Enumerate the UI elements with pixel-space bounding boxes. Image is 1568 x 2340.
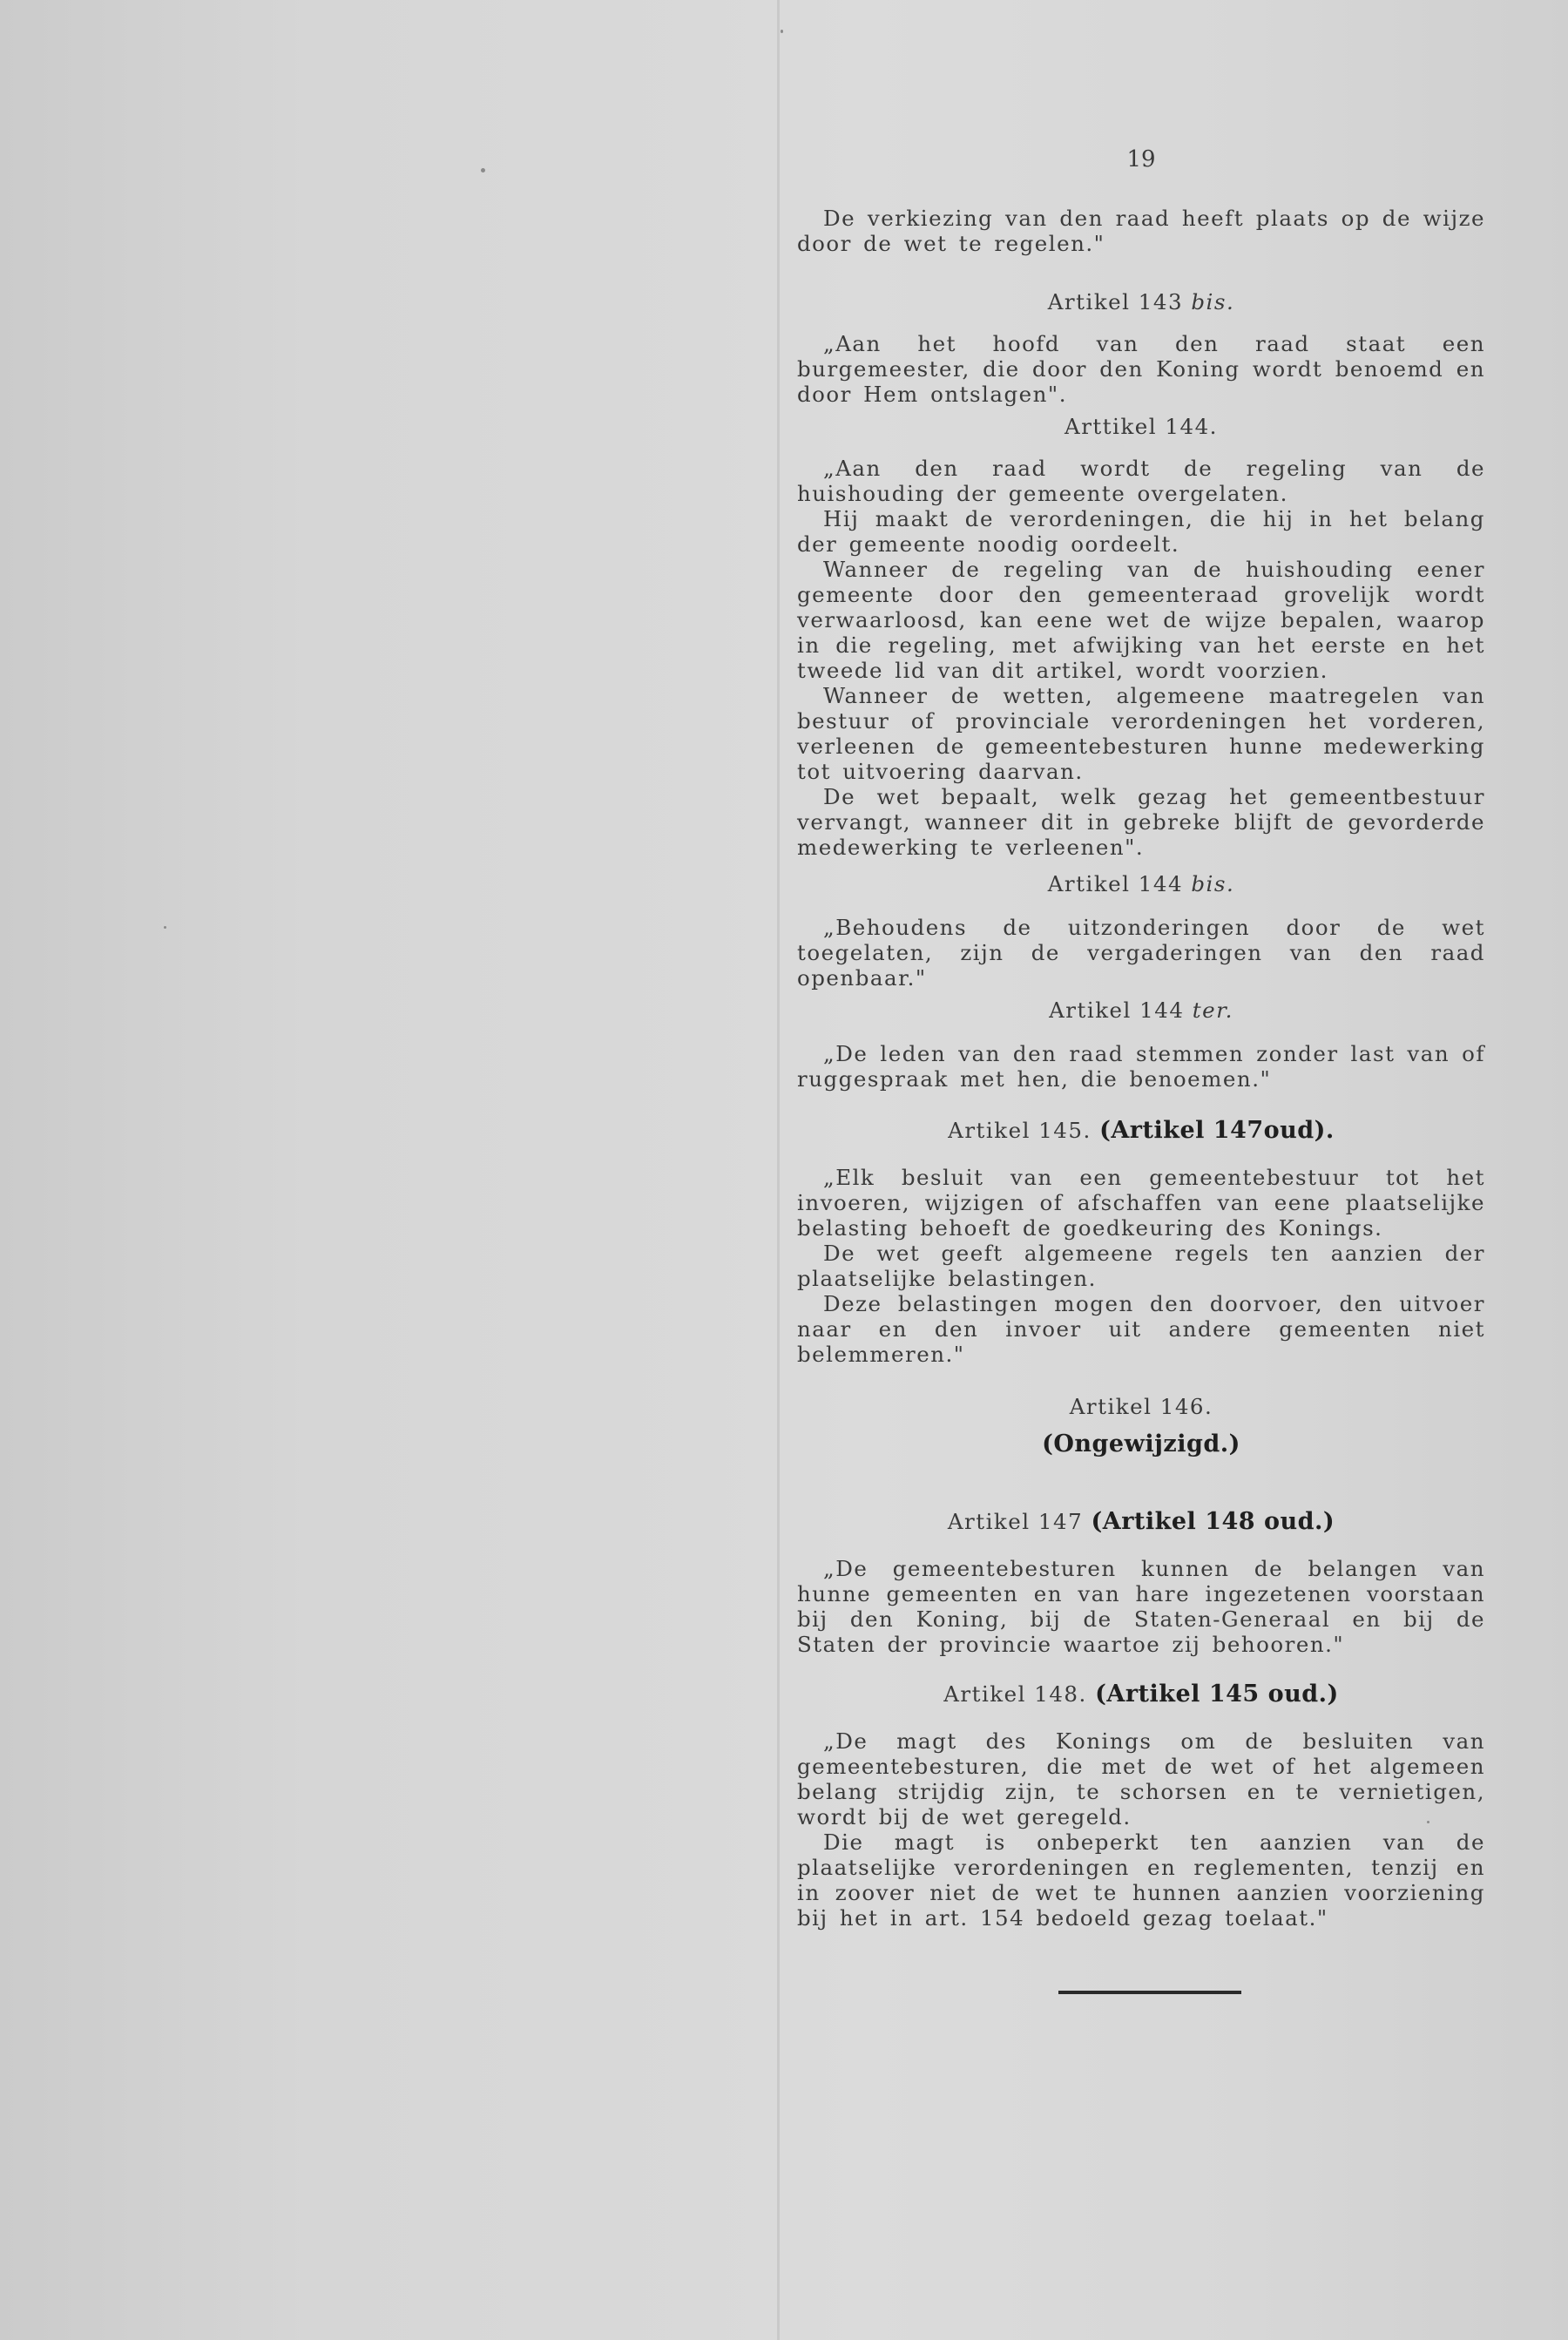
dust-speck <box>781 30 783 33</box>
heading-text: Artikel 146. <box>1069 1394 1213 1419</box>
heading-bold: (Artikel 148 oud.) <box>1091 1508 1335 1535</box>
heading-artikel-143bis <box>797 289 1485 315</box>
heading-suffix: bis. <box>1191 871 1235 896</box>
paragraph-line: „De magt des Konings om de besluiten van gemeentebesturen, die met de wet of het algemeen belang strijdig zijn, te schorsen en te vernietigen, wordt bij de wet geregeld. <box>797 1728 1485 1829</box>
paragraph-openbaar <box>797 915 1485 991</box>
paragraph-line: „Elk besluit van een gemeentebestuur tot het invoeren, wijzigen of afschaffen van eene plaatselijke belasting behoeft de goedkeuring des Konings. <box>797 1165 1485 1241</box>
heading-bold: (Artikel 147oud). <box>1099 1117 1335 1144</box>
paragraph-belangen <box>797 1556 1485 1657</box>
paragraph-line: „De leden van den raad stemmen zonder last van of ruggespraak met hen, die benoemen." <box>797 1041 1485 1092</box>
heading-suffix: ter. <box>1192 998 1233 1023</box>
heading-artikel-144bis <box>797 871 1485 897</box>
heading-text: Artikel 148. <box>943 1681 1087 1707</box>
paragraph-line: Hij maakt de verordeningen, die hij in het belang der gemeente noodig oordeelt. <box>797 506 1485 557</box>
dust-speck <box>164 926 166 929</box>
dust-speck <box>481 168 485 172</box>
heading-bold: (Artikel 145 oud.) <box>1095 1681 1339 1708</box>
end-rule <box>1058 1991 1241 1994</box>
heading-artikel-147 <box>797 1509 1485 1535</box>
paragraph-stemmen <box>797 1041 1485 1092</box>
paragraph-huishouding <box>797 456 1485 860</box>
paragraph-election <box>797 206 1485 256</box>
heading-artikel-144ter <box>797 998 1485 1024</box>
paragraph-burgemeester <box>797 331 1485 407</box>
heading-artikel-146 <box>797 1394 1485 1420</box>
heading-text: Artikel 144 <box>1047 871 1184 896</box>
paragraph-line: De wet geeft algemeene regels ten aanzien der plaatselijke belastingen. <box>797 1241 1485 1291</box>
paragraph-belasting <box>797 1165 1485 1367</box>
paragraph-line: Die magt is onbeperkt ten aanzien van de plaatselijke verordeningen en reglementen, tenzij en in zoover niet de wet te hunnen aanzien voorziening bij het in art. 154 bedoeld gezag toelaat." <box>797 1829 1485 1931</box>
paragraph-line: „De gemeentebesturen kunnen de belangen van hunne gemeenten en van hare ingezetenen voorstaan bij den Koning, bij de Staten-Generaal en bij de Staten der provincie waartoe zij behooren." <box>797 1556 1485 1657</box>
heading-artikel-148 <box>797 1681 1485 1708</box>
heading-bold: (Ongewijzigd.) <box>1042 1430 1240 1457</box>
heading-text: Artikel 144 <box>1049 998 1185 1023</box>
paragraph-line: De wet bepaalt, welk gezag het gemeentbestuur vervangt, wanneer dit in gebreke blijft de gevorderde medewerking te verleenen". <box>797 784 1485 860</box>
heading-text: Arttikel 144. <box>1064 414 1218 439</box>
heading-text: Artikel 143 <box>1047 289 1184 314</box>
heading-arttikel-144 <box>797 414 1485 440</box>
paragraph-magt <box>797 1728 1485 1931</box>
paragraph-line: „Behoudens de uitzonderingen door de wet toegelaten, zijn de vergaderingen van den raad openbaar." <box>797 915 1485 991</box>
text-column <box>797 0 1485 2340</box>
paragraph-line: Wanneer de regeling van de huishouding eener gemeente door den gemeenteraad grovelijk wordt verwaarloosd, kan eene wet de wijze bepalen, waarop in die regeling, met afwijking van het eerste en het tweede lid van dit artikel, wordt voorzien. <box>797 557 1485 683</box>
heading-suffix: bis. <box>1191 289 1235 314</box>
heading-artikel-145 <box>797 1118 1485 1144</box>
heading-text: Artikel 147 <box>947 1509 1084 1534</box>
paragraph-line: „Aan het hoofd van den raad staat een burgemeester, die door den Koning wordt benoemd en door Hem ontslagen". <box>797 331 1485 407</box>
page-number: 19 <box>1126 146 1156 172</box>
paragraph-line: „Aan den raad wordt de regeling van de huishouding der gemeente overgelaten. <box>797 456 1485 506</box>
heading-ongewijzigd <box>797 1431 1485 1457</box>
paragraph-line: Deze belastingen mogen den doorvoer, den uitvoer naar en den invoer uit andere gemeenten niet belemmeren." <box>797 1291 1485 1367</box>
paragraph-line: De verkiezing van den raad heeft plaats op de wijze door de wet te regelen." <box>797 206 1485 256</box>
page-fold-shadow <box>777 0 780 2340</box>
paragraph-line: Wanneer de wetten, algemeene maatregelen van bestuur of provinciale verordeningen het vorderen, verleenen de gemeentebesturen hunne medewerking tot uitvoering daarvan. <box>797 683 1485 784</box>
heading-text: Artikel 145. <box>948 1118 1092 1143</box>
